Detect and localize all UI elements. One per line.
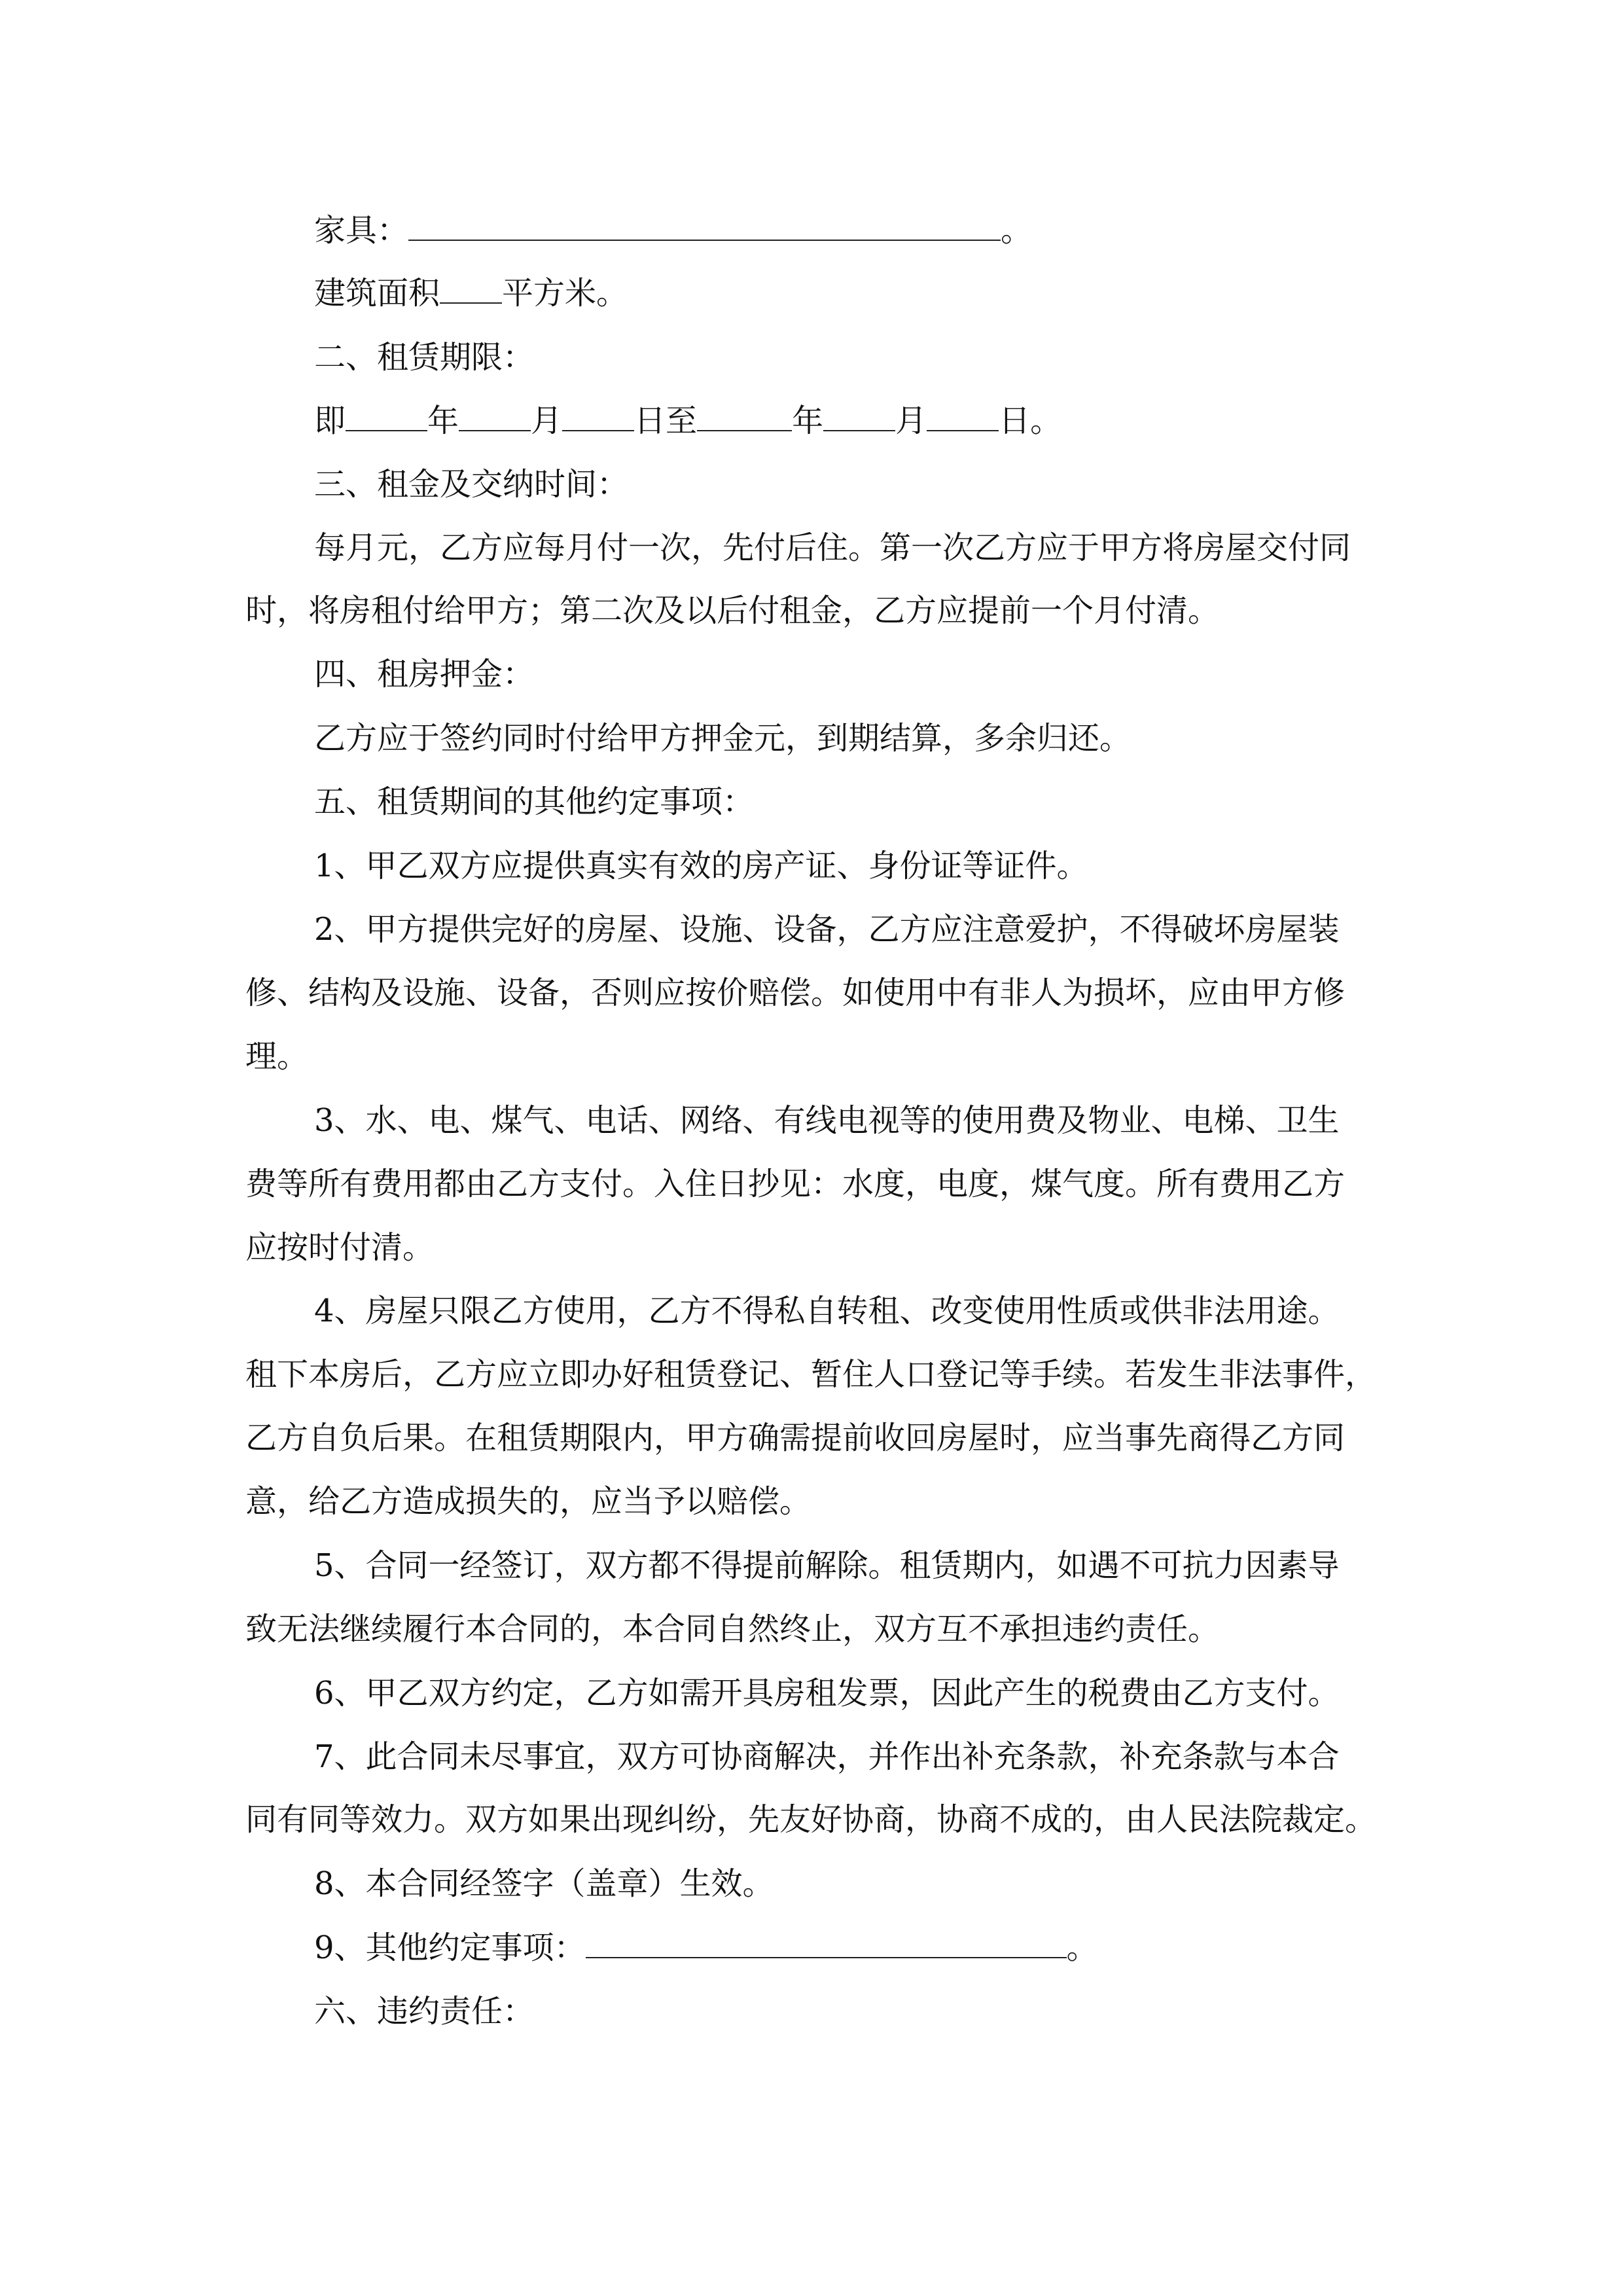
- furniture-blank: [408, 211, 1001, 241]
- item-1: 1、甲乙双方应提供真实有效的房产证、身份证等证件。: [314, 848, 1088, 884]
- item-3-line-1: 3、水、电、煤气、电话、网络、有线电视等的使用费及物业、电梯、卫生: [314, 1102, 1340, 1139]
- item-9-end: 。: [1066, 1929, 1098, 1966]
- end-day-blank: [927, 401, 999, 431]
- furniture-line: [314, 211, 1032, 250]
- area-blank: [440, 274, 502, 304]
- section-4-title: 四、租房押金：: [314, 656, 535, 692]
- rent-line-1: [245, 528, 1351, 567]
- rent-line-2: 时，将房租付给甲方；第二次及以后付租金，乙方应提前一个月付清。: [245, 592, 1220, 629]
- item-2-line-2: 修、结构及设施、设备，否则应按价赔偿。如使用中有非人为损坏，应由甲方修: [245, 975, 1346, 1011]
- start-year-blank: [346, 401, 427, 431]
- section-6-title: 六、违约责任：: [314, 1993, 535, 2030]
- section-5-title: 五、租赁期间的其他约定事项：: [314, 783, 755, 820]
- furniture-end: 。: [1001, 212, 1033, 249]
- section-3-title: 三、租金及交纳时间：: [314, 466, 629, 503]
- item-9-label: 9、其他约定事项：: [314, 1929, 586, 1966]
- item-2-line-3: 理。: [245, 1038, 309, 1075]
- end-month-blank: [823, 401, 895, 431]
- item-4-line-1: 4、房屋只限乙方使用，乙方不得私自转租、改变使用性质或供非法用途。: [314, 1293, 1340, 1329]
- rent-line-1-text: 每月元，乙方应每月付一次，先付后住。第一次乙方应于甲方将房屋交付同: [314, 529, 1351, 566]
- item-4-line-2: 租下本房后，乙方应立即办好租赁登记、暂住人口登记等手续。若发生非法事件，: [245, 1356, 1377, 1393]
- lease-term-line: [314, 401, 1061, 440]
- item-7-line-2: 同有同等效力。双方如果出现纠纷，先友好协商，协商不成的，由人民法院裁定。: [245, 1801, 1377, 1838]
- lease-ri-end: 日。: [999, 403, 1062, 439]
- item-9-blank: [586, 1928, 1067, 1958]
- lease-yue-2: 月: [895, 403, 927, 439]
- furniture-label: 家具：: [314, 212, 409, 249]
- item-5-line-2: 致无法继续履行本合同的，本合同自然终止，双方互不承担违约责任。: [245, 1611, 1220, 1647]
- item-8: 8、本合同经签字（盖章）生效。: [314, 1865, 774, 1902]
- lease-yue-1: 月: [531, 403, 563, 439]
- end-year-blank: [697, 401, 792, 431]
- item-9-line: [314, 1928, 1098, 1967]
- start-day-blank: [562, 401, 634, 431]
- item-5-line-1: 5、合同一经签订，双方都不得提前解除。租赁期内，如遇不可抗力因素导: [314, 1547, 1340, 1584]
- item-2-line-1: 2、甲方提供完好的房屋、设施、设备，乙方应注意爱护，不得破坏房屋装: [314, 911, 1340, 948]
- deposit-text: 乙方应于签约同时付给甲方押金元，到期结算，多余归还。: [314, 720, 1132, 757]
- item-3-line-3: 应按时付清。: [245, 1229, 435, 1266]
- area-before: 建筑面积: [314, 275, 440, 312]
- item-4-line-4: 意，给乙方造成损失的，应当予以赔偿。: [245, 1483, 812, 1520]
- area-after: 平方米。: [502, 275, 628, 312]
- start-month-blank: [459, 401, 531, 431]
- item-3-line-2: 费等所有费用都由乙方支付。入住日抄见：水度，电度，煤气度。所有费用乙方: [245, 1166, 1346, 1202]
- lease-nian-2: 年: [792, 403, 824, 439]
- lease-nian-1: 年: [427, 403, 459, 439]
- item-7-line-1: 7、此合同未尽事宜，双方可协商解决，并作出补充条款，补充条款与本合: [314, 1738, 1340, 1775]
- section-2-title: 二、租赁期限：: [314, 339, 535, 376]
- area-line: [314, 274, 628, 313]
- lease-ji: 即: [314, 403, 346, 439]
- item-4-line-3: 乙方自负后果。在租赁期限内，甲方确需提前收回房屋时，应当事先商得乙方同: [245, 1420, 1346, 1456]
- lease-ri-zhi: 日至: [634, 403, 698, 439]
- item-6: 6、甲乙双方约定，乙方如需开具房租发票，因此产生的税费由乙方支付。: [314, 1675, 1340, 1712]
